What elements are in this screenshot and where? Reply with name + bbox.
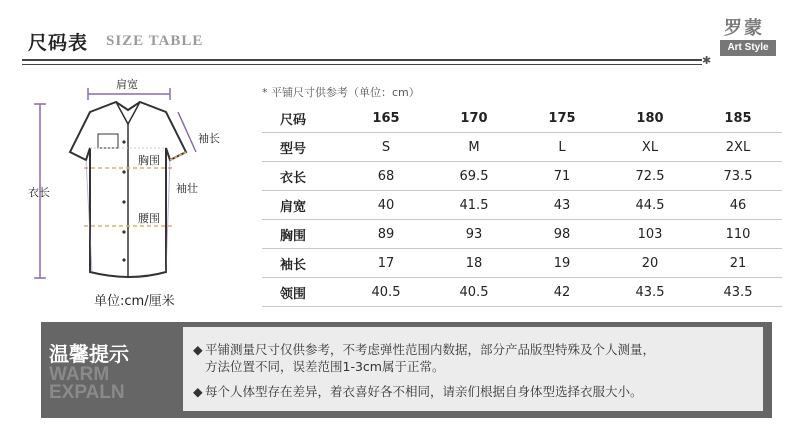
label-shoulder: 肩宽	[116, 78, 138, 91]
table-cell: 68	[342, 162, 430, 191]
diamond-bullet-icon: ◆	[193, 342, 203, 357]
tip-text: 每个人体型存在差异，着衣喜好各不相同，请亲们根据自身体型选择衣服大小。	[205, 384, 643, 399]
label-sleeve: 袖长	[198, 132, 220, 145]
table-cell: 110	[694, 220, 782, 249]
tip-item	[193, 383, 733, 400]
table-row	[262, 220, 782, 249]
table-cell: 175	[518, 104, 606, 133]
table-cell: 73.5	[694, 162, 782, 191]
row-label: 领围	[262, 278, 342, 307]
logo-text-cn: 罗蒙	[724, 18, 764, 39]
table-cell: XL	[606, 133, 694, 162]
tips-box	[41, 322, 772, 418]
row-label: 肩宽	[262, 191, 342, 220]
divider	[22, 59, 702, 61]
table-cell: 98	[518, 220, 606, 249]
row-label: 衣长	[262, 162, 342, 191]
table-cell: 170	[430, 104, 518, 133]
header	[0, 0, 790, 70]
label-cuff: 袖壮	[176, 182, 198, 195]
label-waist: 腰围	[138, 212, 160, 225]
label-length: 衣长	[28, 186, 50, 199]
table-cell: 103	[606, 220, 694, 249]
table-cell: 180	[606, 104, 694, 133]
row-label: 袖长	[262, 249, 342, 278]
table-row	[262, 133, 782, 162]
table-note: * 平铺尺寸供参考（单位：cm）	[262, 86, 420, 99]
table-cell: 72.5	[606, 162, 694, 191]
table-cell: 41.5	[430, 191, 518, 220]
tip-item	[193, 341, 733, 375]
table-cell: 42	[518, 278, 606, 307]
tips-content	[183, 327, 763, 411]
table-cell: 93	[430, 220, 518, 249]
table-cell: 19	[518, 249, 606, 278]
page-subtitle: SIZE TABLE	[106, 33, 204, 49]
size-table	[262, 104, 782, 307]
logo	[720, 14, 778, 60]
table-cell: 165	[342, 104, 430, 133]
shirt-diagram	[20, 72, 250, 312]
tips-title-en: EXPALN	[49, 382, 125, 403]
table-cell: 2XL	[694, 133, 782, 162]
table-cell: 21	[694, 249, 782, 278]
table-cell: 18	[430, 249, 518, 278]
table-cell: 89	[342, 220, 430, 249]
table-cell: 69.5	[430, 162, 518, 191]
table-row	[262, 249, 782, 278]
table-cell: 43.5	[694, 278, 782, 307]
table-cell: 40.5	[430, 278, 518, 307]
table-row	[262, 191, 782, 220]
unit-label: 单位:cm/厘米	[94, 294, 175, 309]
tips-title-en: WARM	[49, 364, 110, 385]
row-label: 型号	[262, 133, 342, 162]
tips-title: 温馨提示	[49, 342, 129, 366]
table-cell: 40.5	[342, 278, 430, 307]
divider	[22, 64, 702, 65]
table-cell: 43	[518, 191, 606, 220]
table-cell: 20	[606, 249, 694, 278]
logo-text-en: Art Style	[720, 40, 776, 56]
tip-text: 方法位置不同，误差范围1-3cm属于正常。	[205, 359, 445, 374]
table-cell: 44.5	[606, 191, 694, 220]
table-row	[262, 104, 782, 133]
tip-text: 平铺测量尺寸仅供参考，不考虑弹性范围内数据，部分产品版型特殊及个人测量，	[205, 342, 656, 357]
row-label: 尺码	[262, 104, 342, 133]
star-icon: ✱	[702, 54, 712, 67]
table-cell: 17	[342, 249, 430, 278]
table-cell: 40	[342, 191, 430, 220]
table-cell: M	[430, 133, 518, 162]
table-cell: 46	[694, 191, 782, 220]
label-chest: 胸围	[138, 154, 160, 167]
diamond-bullet-icon: ◆	[193, 384, 203, 399]
table-cell: S	[342, 133, 430, 162]
table-row	[262, 162, 782, 191]
shirt-illustration	[20, 72, 250, 287]
table-cell: L	[518, 133, 606, 162]
table-cell: 43.5	[606, 278, 694, 307]
page-title: 尺码表	[28, 32, 89, 54]
table-cell: 185	[694, 104, 782, 133]
table-cell: 71	[518, 162, 606, 191]
row-label: 胸围	[262, 220, 342, 249]
table-row	[262, 278, 782, 307]
